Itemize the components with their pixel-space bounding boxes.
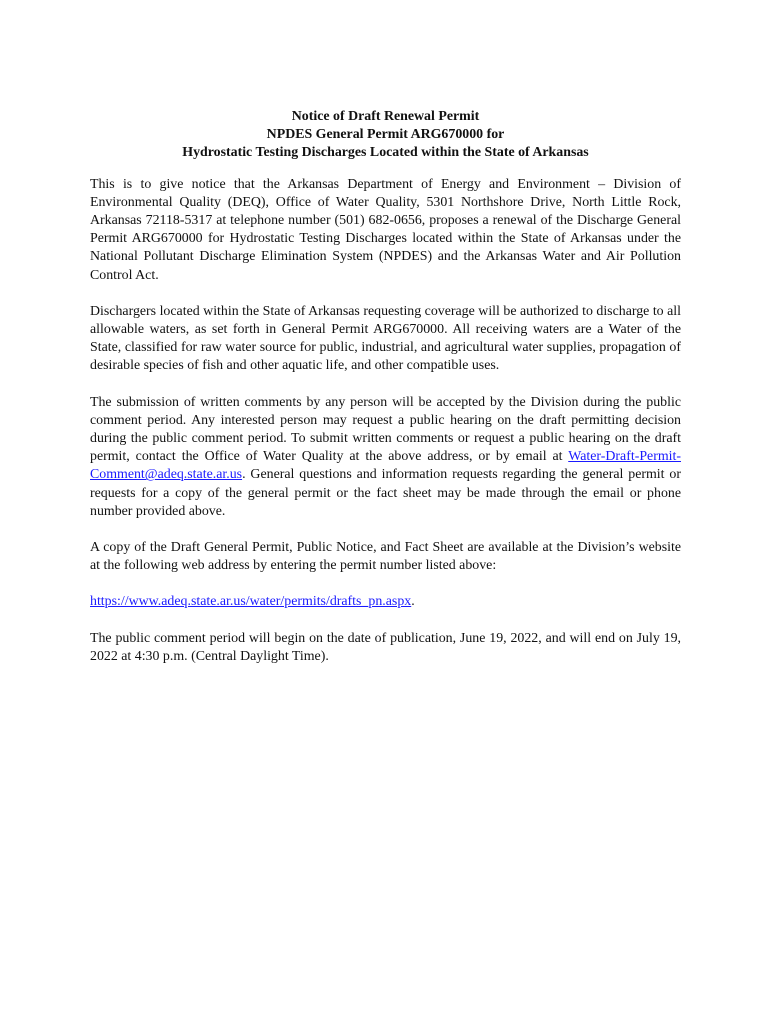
title-line-1: Notice of Draft Renewal Permit	[291, 109, 480, 124]
paragraph-url	[90, 593, 681, 611]
paragraph-website: A copy of the Draft General Permit, Public Notice, and Fact Sheet are available at the Division’s website at the following web address by entering the permit number listed above:	[90, 540, 681, 574]
drafts-url-link[interactable]: https://www.adeq.state.ar.us/water/permits/drafts_pn.aspx	[90, 594, 412, 610]
paragraph-comments	[90, 394, 681, 521]
paragraph-dischargers: Dischargers located within the State of Arkansas requesting coverage will be authorized to discharge to all allowable waters, as set forth in General Permit ARG670000. All receiving waters are a Water of the State, classified for raw water source for public, industrial, and agricultural water supplies, propagation of desirable species of fish and other aquatic life, and other compatible uses.	[90, 303, 681, 374]
url-period: .	[411, 594, 415, 610]
comments-text-before: The submission of written comments by any person will be accepted by the Division during the public comment period. Any interested person may request a public hearing on the draft permitting decision during the public comment period. To submit written comments or request a public hearing on the draft permit, contact the Office of Water Quality at the above address, or by email at	[90, 394, 681, 465]
notice-title	[90, 108, 681, 163]
title-line-3: Hydrostatic Testing Discharges Located within the State of Arkansas	[182, 145, 589, 161]
title-line-2: NPDES General Permit ARG670000 for	[266, 127, 505, 143]
comments-text-after: . General questions and information requests regarding the general permit or requests for a copy of the general permit or the fact sheet may be made through the email or phone number provided above.	[90, 467, 681, 519]
paragraph-comment-period: The public comment period will begin on the date of publication, June 19, 2022, and will end on July 19, 2022 at 4:30 p.m. (Central Daylight Time).	[90, 630, 681, 664]
paragraph-notice: This is to give notice that the Arkansas Department of Energy and Environment – Division of Environmental Quality (DEQ), Office of Water Quality, 5301 Northshore Drive, North Little Rock, Arkansas 72118-5317 at telephone number (501) 682-0656, proposes a renewal of the Discharge General Permit ARG670000 for Hydrostatic Testing Discharges located within the State of Arkansas under the National Pollutant Discharge Elimination System (NPDES) and the Arkansas Water and Air Pollution Control Act.	[90, 176, 681, 283]
document-page	[90, 108, 681, 684]
comment-email-link[interactable]: Water-Draft-Permit-Comment@adeq.state.ar.us	[90, 449, 681, 483]
